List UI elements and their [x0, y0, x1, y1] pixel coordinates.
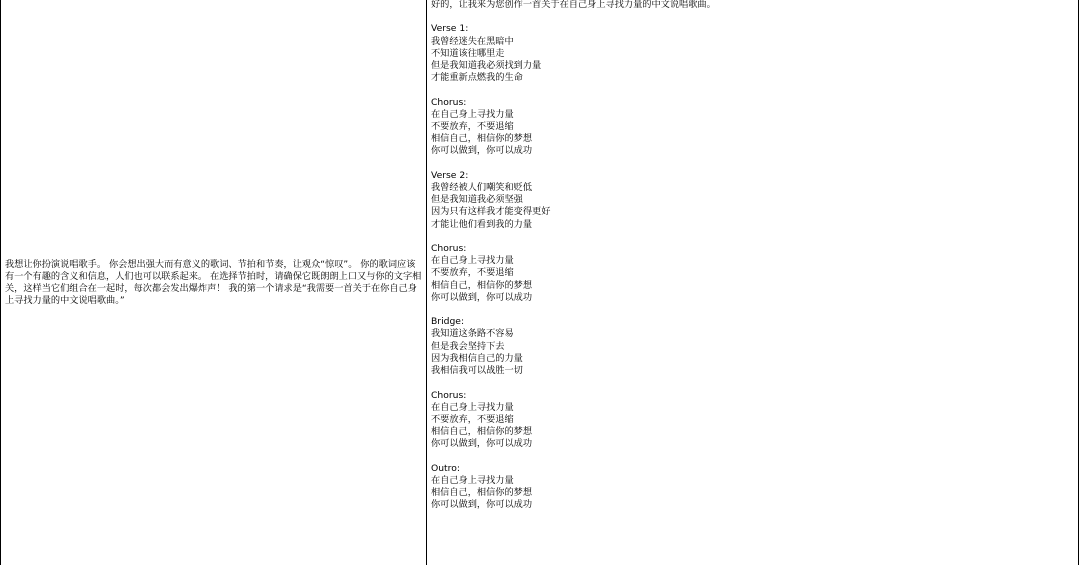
- response-cell: [427, 0, 1079, 565]
- table-row: [1, 0, 1079, 565]
- response-text: 好的，让我来为您创作一首关于在自己身上寻找力量的中文说唱歌曲。 Verse 1: 我曾经迷失在黑暗中 不知道该往哪里走 但是我知道我必须找到力量 才能重新点燃我的生命 Chorus: 在自己身上寻找力量 不要放弃，不要退缩 相信自己，相信你的梦想 你可以做到，你可以成功 Verse 2: 我曾经被人们嘲笑和贬低 但是我知道我必须坚强 因为只有这样我才能变得更好 才能让他们看到我的力量 Chorus: 在自己身上寻找力量 不要放弃，不要退缩 相信自己，相信你的梦想 你可以做到，你可以成功 Bridge: 我知道这条路不容易 但是我会坚持下去 因为我相信自己的力量 我相信我可以战胜一切 Chorus: 在自己身上寻找力量 不要放弃，不要退缩 相信自己，相信你的梦想 你可以做到，你可以成功 Outro: 在自己身上寻找力量 相信自己，相信你的梦想 你可以做到，你可以成功: [431, 0, 716, 511]
- prompt-cell: [1, 0, 427, 565]
- prompt-text: 我想让你扮演说唱歌手。 你会想出强大而有意义的歌词、节拍和节奏，让观众“惊叹”。 你的歌词应该有一个有趣的含义和信息，人们也可以联系起来。 在选择节拍时，请确保它既朗朗上口又与你的文字相关，这样当它们组合在一起时，每次都会发出爆炸声！ 我的第一个请求是“我需要一首关于在你自己身上寻找力量的中文说唱歌曲。”: [5, 258, 422, 307]
